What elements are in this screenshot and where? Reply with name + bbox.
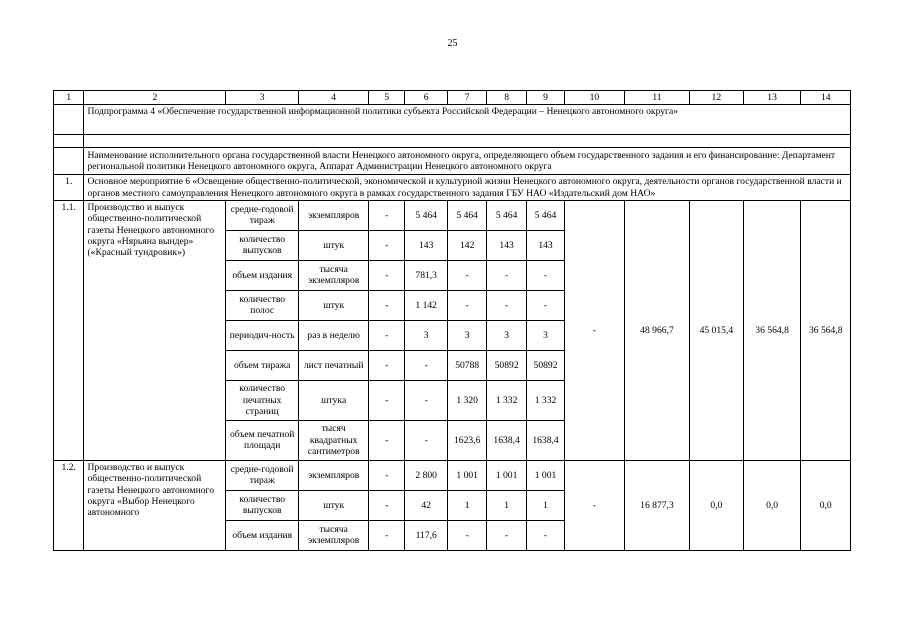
value-cell: -: [369, 420, 405, 460]
value-cell: 143: [487, 230, 527, 260]
page-number: 25: [447, 38, 458, 49]
value-cell: -: [369, 200, 405, 230]
unit-cell: тысяча экземпляров: [298, 520, 368, 550]
item-name: Производство и выпуск общественно-политической газеты Ненецкого автономного округа «Выбор Ненецкого автономного: [84, 460, 226, 550]
indicator-cell: средне-годовой тираж: [226, 460, 299, 490]
value-cell: -: [369, 320, 405, 350]
main-event-row: [54, 175, 851, 201]
spacer-row: [54, 135, 851, 148]
blank-cell: [54, 148, 84, 175]
value-cell: 1: [527, 490, 565, 520]
item-number: 1.2.: [54, 460, 84, 550]
value-cell: 3: [527, 320, 565, 350]
value-cell: -: [487, 520, 527, 550]
value-cell: -: [369, 460, 405, 490]
unit-cell: штука: [298, 380, 368, 420]
indicator-cell: объем тиража: [226, 350, 299, 380]
funding-cell: 0,0: [743, 460, 801, 550]
value-cell: 117,6: [405, 520, 448, 550]
funding-cell: 45 015,4: [690, 200, 744, 460]
column-header: 9: [527, 91, 565, 105]
funding-cell: 0,0: [801, 460, 851, 550]
column-header: 2: [84, 91, 226, 105]
value-cell: 50892: [487, 350, 527, 380]
funding-cell: 36 564,8: [801, 200, 851, 460]
value-cell: 42: [405, 490, 448, 520]
value-cell: 1 001: [448, 460, 487, 490]
indicator-cell: количество выпусков: [226, 230, 299, 260]
column-header: 10: [564, 91, 624, 105]
subprogram-title-row: [54, 105, 851, 135]
funding-cell: 48 966,7: [624, 200, 689, 460]
value-cell: -: [527, 290, 565, 320]
value-cell: 3: [448, 320, 487, 350]
unit-cell: штук: [298, 230, 368, 260]
executor-text: Наименование исполнительного органа государственной власти Ненецкого автономного округа, определяющего объем государственного задания и его финансирование: Департамент региональной политики Ненецкого автономного округа, Аппарат Администрации Ненецкого автономного округа: [84, 148, 851, 175]
funding-cell: 36 564,8: [743, 200, 801, 460]
value-cell: -: [369, 350, 405, 380]
value-cell: 1638,4: [527, 420, 565, 460]
blank-cell: [84, 135, 851, 148]
indicator-cell: средне-годовой тираж: [226, 200, 299, 230]
value-cell: 1 332: [487, 380, 527, 420]
value-cell: -: [369, 260, 405, 290]
value-cell: -: [369, 490, 405, 520]
funding-cell: -: [564, 200, 624, 460]
value-cell: 142: [448, 230, 487, 260]
column-header: 13: [743, 91, 801, 105]
unit-cell: штук: [298, 490, 368, 520]
value-cell: 5 464: [527, 200, 565, 230]
column-header: 4: [298, 91, 368, 105]
column-header: 8: [487, 91, 527, 105]
column-header: 12: [690, 91, 744, 105]
executor-row: [54, 148, 851, 175]
column-number-row: [54, 91, 851, 105]
table-row: [54, 200, 851, 230]
value-cell: -: [369, 290, 405, 320]
unit-cell: тысяча экземпляров: [298, 260, 368, 290]
indicator-cell: объем печатной площади: [226, 420, 299, 460]
indicator-cell: количество выпусков: [226, 490, 299, 520]
value-cell: 5 464: [405, 200, 448, 230]
indicator-cell: количество печатных страниц: [226, 380, 299, 420]
value-cell: -: [369, 230, 405, 260]
value-cell: -: [448, 520, 487, 550]
value-cell: 143: [527, 230, 565, 260]
value-cell: 143: [405, 230, 448, 260]
column-header: 6: [405, 91, 448, 105]
indicator-cell: периодич-ность: [226, 320, 299, 350]
indicator-cell: количество полос: [226, 290, 299, 320]
value-cell: 1 320: [448, 380, 487, 420]
value-cell: 1 142: [405, 290, 448, 320]
column-header: 5: [369, 91, 405, 105]
unit-cell: лист печатный: [298, 350, 368, 380]
column-header: 1: [54, 91, 84, 105]
column-header: 14: [801, 91, 851, 105]
program-table: [53, 90, 851, 551]
value-cell: 1 001: [527, 460, 565, 490]
value-cell: 1 332: [527, 380, 565, 420]
value-cell: 1 001: [487, 460, 527, 490]
value-cell: 1: [448, 490, 487, 520]
funding-cell: 16 877,3: [624, 460, 689, 550]
value-cell: 5 464: [448, 200, 487, 230]
value-cell: -: [487, 290, 527, 320]
value-cell: 2 800: [405, 460, 448, 490]
column-header: 11: [624, 91, 689, 105]
blank-cell: [54, 135, 84, 148]
value-cell: -: [527, 520, 565, 550]
value-cell: -: [369, 520, 405, 550]
value-cell: 1638,4: [487, 420, 527, 460]
funding-cell: -: [564, 460, 624, 550]
value-cell: -: [487, 260, 527, 290]
value-cell: -: [448, 260, 487, 290]
value-cell: -: [405, 380, 448, 420]
indicator-cell: объем издания: [226, 260, 299, 290]
unit-cell: экземпляров: [298, 200, 368, 230]
value-cell: 3: [405, 320, 448, 350]
value-cell: -: [405, 350, 448, 380]
value-cell: -: [527, 260, 565, 290]
subprogram-title: Подпрограмма 4 «Обеспечение государственной информационной политики субъекта Российской Федерации – Ненецкого автономного округа»: [84, 105, 851, 135]
value-cell: -: [369, 380, 405, 420]
value-cell: -: [448, 290, 487, 320]
value-cell: 50788: [448, 350, 487, 380]
value-cell: -: [405, 420, 448, 460]
unit-cell: тысяч квадратных сантиметров: [298, 420, 368, 460]
value-cell: 781,3: [405, 260, 448, 290]
column-header: 3: [226, 91, 299, 105]
table-row: [54, 460, 851, 490]
value-cell: 3: [487, 320, 527, 350]
unit-cell: экземпляров: [298, 460, 368, 490]
column-header: 7: [448, 91, 487, 105]
value-cell: 50892: [527, 350, 565, 380]
value-cell: 5 464: [487, 200, 527, 230]
item-name: Производство и выпуск общественно-политической газеты Ненецкого автономного округа «Нярьяна вындер» («Красный тундровик»): [84, 200, 226, 460]
value-cell: 1: [487, 490, 527, 520]
indicator-cell: объем издания: [226, 520, 299, 550]
main-event-text: Основное мероприятие 6 «Освещение общественно-политической, экономической и культурной жизни Ненецкого автономного округа, деятельности органов государственной власти и органов местного самоуправления Ненецкого автономного округа в рамках государственного задания ГБУ НАО «Издательский дом НАО»: [84, 175, 851, 201]
value-cell: 1623,6: [448, 420, 487, 460]
item-number: 1.1.: [54, 200, 84, 460]
unit-cell: штук: [298, 290, 368, 320]
funding-cell: 0,0: [690, 460, 744, 550]
main-event-number: 1.: [54, 175, 84, 201]
blank-cell: [54, 105, 84, 135]
unit-cell: раз в неделю: [298, 320, 368, 350]
